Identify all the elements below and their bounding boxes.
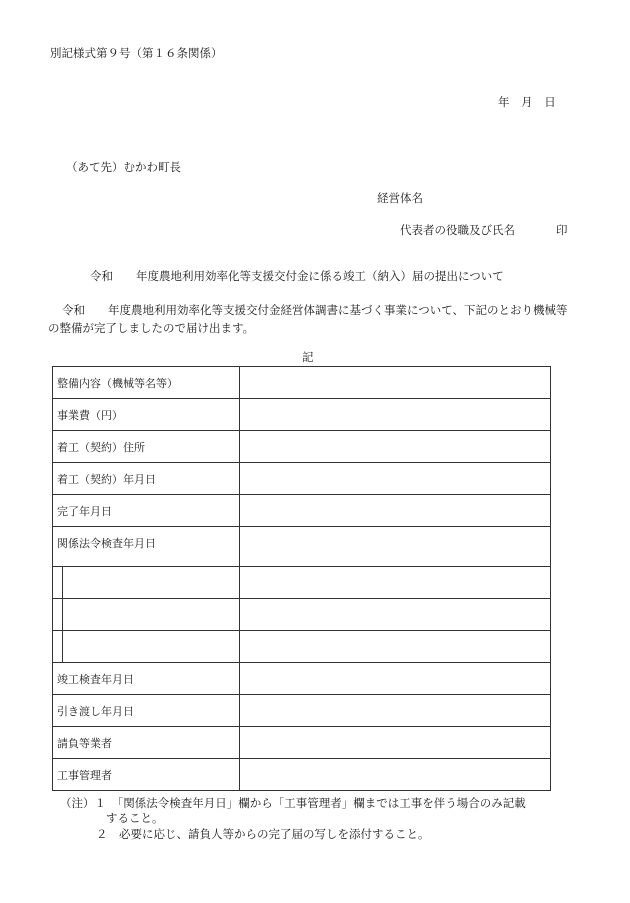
table-row bbox=[53, 727, 551, 759]
table-row bbox=[53, 399, 551, 431]
completion-table bbox=[52, 366, 551, 791]
table-row bbox=[53, 367, 551, 399]
row-label: 工事管理者 bbox=[53, 759, 240, 791]
row-label: 引き渡し年月日 bbox=[53, 695, 240, 727]
sub-row-label bbox=[53, 631, 240, 663]
table-row bbox=[53, 495, 551, 527]
body-text-content: 令和 年度農地利用効率化等支援交付金経営体調書に基づく事業について、下記のとおり機械等の整備が完了しましたので届け出ます。 bbox=[48, 303, 568, 335]
row-label: 事業費（円） bbox=[53, 399, 240, 431]
row-value-field[interactable] bbox=[240, 759, 551, 791]
row-value-field[interactable] bbox=[240, 399, 551, 431]
row-value-field[interactable] bbox=[240, 663, 551, 695]
table-row bbox=[53, 759, 551, 791]
row-label: 請負等業者 bbox=[53, 727, 240, 759]
sub-row-label bbox=[53, 599, 240, 631]
row-value-field[interactable] bbox=[240, 727, 551, 759]
table-row bbox=[53, 599, 551, 631]
addressee: （あて先）むかわ町長 bbox=[66, 160, 181, 174]
row-value-field[interactable] bbox=[240, 567, 551, 599]
table-row bbox=[53, 567, 551, 599]
row-value-field[interactable] bbox=[240, 367, 551, 399]
note-1-continued: すること。 bbox=[106, 811, 164, 825]
table-row bbox=[53, 695, 551, 727]
form-number: 別記様式第９号（第１６条関係） bbox=[50, 46, 223, 60]
org-name-label: 経営体名 bbox=[377, 191, 423, 205]
row-value-field[interactable] bbox=[240, 631, 551, 663]
row-value-field[interactable] bbox=[240, 527, 551, 567]
row-label: 整備内容（機械等名等） bbox=[53, 367, 240, 399]
row-label: 完了年月日 bbox=[53, 495, 240, 527]
row-value-field[interactable] bbox=[240, 495, 551, 527]
row-value-field[interactable] bbox=[240, 695, 551, 727]
table-row bbox=[53, 431, 551, 463]
note-2: ２ 必要に応じ、請負人等からの完了届の写しを添付すること。 bbox=[96, 827, 430, 841]
date-line: 年 月 日 bbox=[498, 95, 556, 109]
representative-label: 代表者の役職及び氏名 bbox=[400, 223, 515, 237]
row-label: 関係法令検査年月日 bbox=[53, 527, 240, 567]
table-row bbox=[53, 631, 551, 663]
row-value-field[interactable] bbox=[240, 599, 551, 631]
row-label: 竣工検査年月日 bbox=[53, 663, 240, 695]
table-row bbox=[53, 663, 551, 695]
seal-label: 印 bbox=[556, 223, 568, 237]
row-value-field[interactable] bbox=[240, 463, 551, 495]
row-value-field[interactable] bbox=[240, 431, 551, 463]
document-subject: 令和 年度農地利用効率化等支援交付金に係る竣工（納入）届の提出について bbox=[90, 269, 504, 283]
row-label: 着工（契約）住所 bbox=[53, 431, 240, 463]
table-row bbox=[53, 463, 551, 495]
row-label: 着工（契約）年月日 bbox=[53, 463, 240, 495]
note-1: （注）１ 「関係法令検査年月日」欄から「工事管理者」欄までは工事を伴う場合のみ記載 bbox=[60, 796, 526, 810]
ki-label: 記 bbox=[302, 350, 314, 364]
table-row bbox=[53, 527, 551, 567]
body-text bbox=[48, 301, 578, 337]
sub-row-label bbox=[53, 567, 240, 599]
